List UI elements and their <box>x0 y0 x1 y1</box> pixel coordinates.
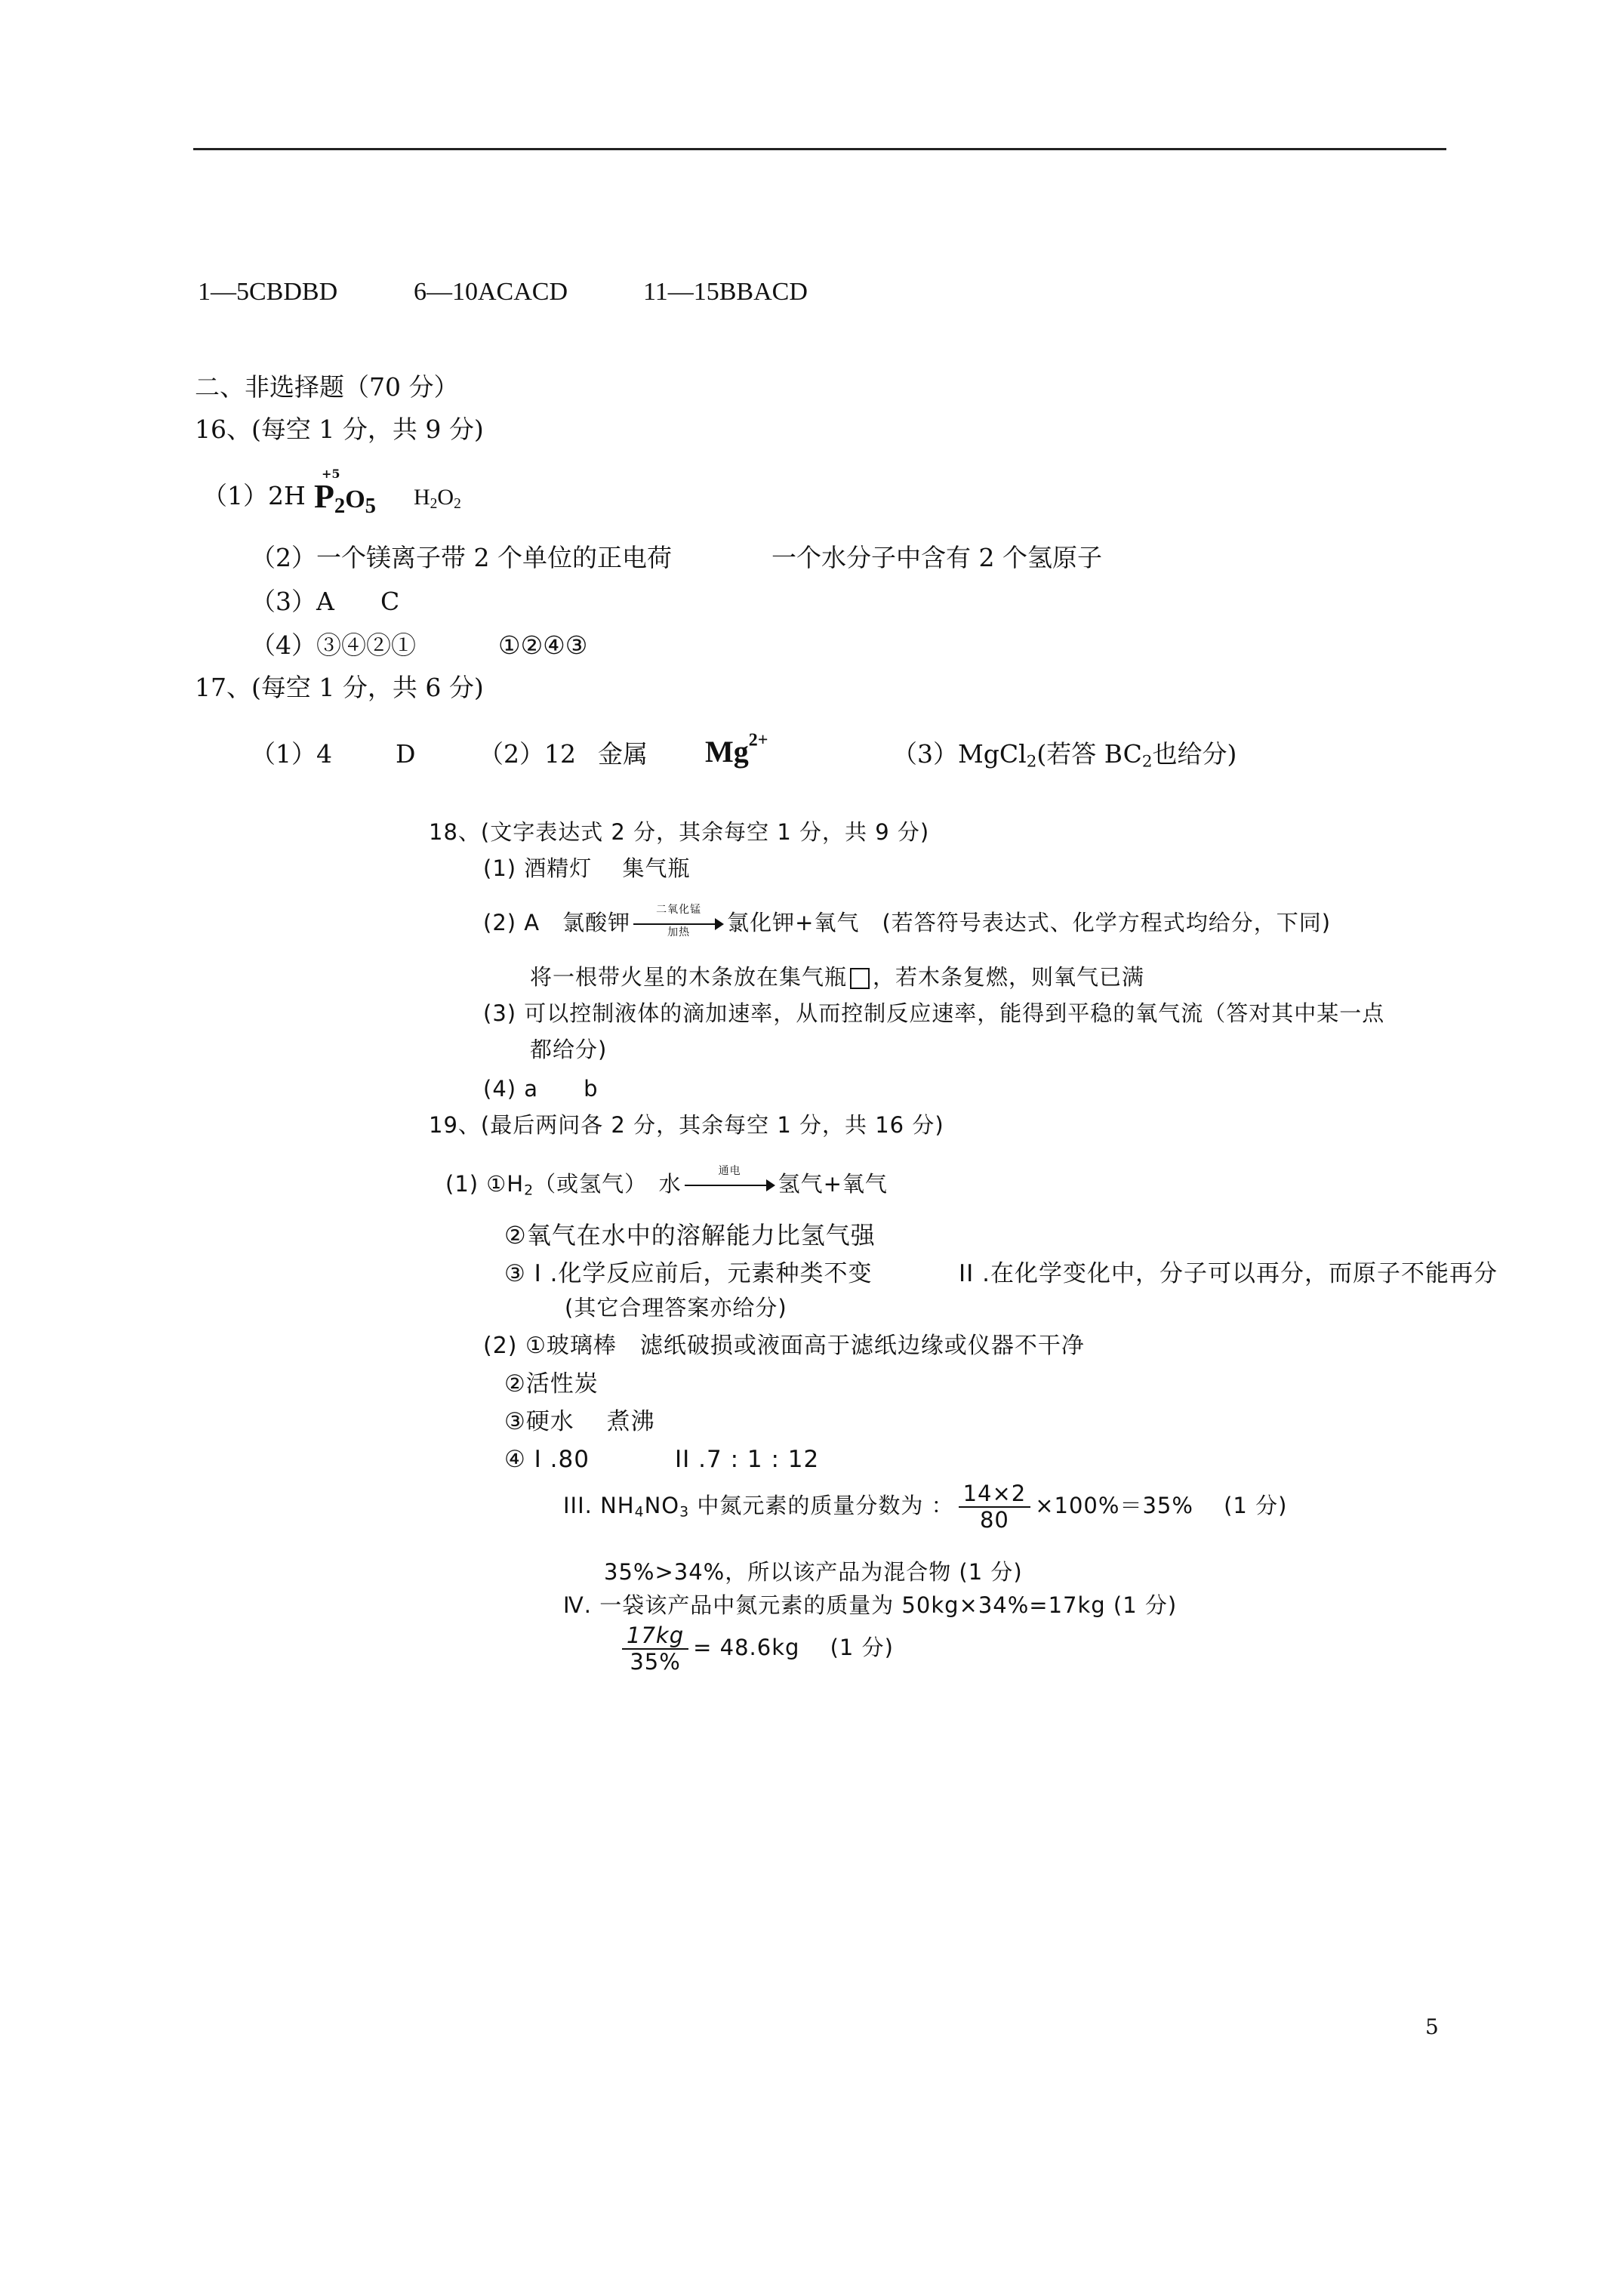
h2o2-H-sub: 2 <box>430 495 438 512</box>
q19-l1-sub: 2 <box>524 1182 534 1199</box>
q19-l6: ②活性炭 <box>504 1370 599 1398</box>
h2o2-formula <box>414 485 461 512</box>
p2o5-charge: +5 <box>322 467 340 481</box>
q18-l5: 都给分) <box>530 1037 608 1062</box>
arrow-condition-label: 加热 <box>667 926 691 938</box>
q17-p3-sub2: 2 <box>1141 752 1153 772</box>
q19-l11: Ⅳ. 一袋该产品中氮元素的质量为 50kg×34%=17kg (1 分) <box>563 1592 1178 1618</box>
q18-l6: (4) a b <box>483 1076 599 1102</box>
mc-answer-1-5: 1—5CBDBD <box>198 278 338 306</box>
q19-l8a: ④ I .80 <box>504 1446 590 1473</box>
q16-line1-prefix: （1）2H <box>202 481 306 510</box>
nitrogen-fraction <box>959 1481 1031 1533</box>
q16-line2b: 一个水分子中含有 2 个氢原子 <box>771 543 1102 572</box>
q19-l12-post: = 48.6kg (1 分) <box>693 1635 894 1660</box>
q18-l3-pre: 将一根带火星的木条放在集气瓶 <box>530 964 848 990</box>
q17-p3-mid: (若答 BC <box>1036 739 1142 769</box>
q16-line3b: C <box>380 587 400 616</box>
q19-l10: 35%>34%，所以该产品为混合物 (1 分) <box>604 1559 1023 1585</box>
q19-l1-post: 氢气+氧气 <box>778 1171 888 1197</box>
p2o5-formula <box>314 478 376 519</box>
q17-p3-sub: 2 <box>1026 752 1037 772</box>
q18-l3 <box>530 966 1144 989</box>
p2o5-O-sub: 5 <box>365 495 376 519</box>
mg-symbol: Mg <box>705 735 749 769</box>
q17-p2b: 金属 <box>598 739 648 769</box>
q16-header: 16、(每空 1 分，共 9 分) <box>195 415 484 444</box>
q19-l8b: II .7 : 1 : 12 <box>675 1446 820 1473</box>
q18-l2-post: 氯化钾+氧气 (若答符号表达式、化学方程式均给分，下同) <box>727 910 1332 935</box>
q19-l1-pre: (1) ①H <box>445 1171 525 1197</box>
q17-p2a: （2）12 <box>479 739 576 769</box>
q19-l9-mid2: 中氮元素的质量分数为 ： <box>689 1493 954 1518</box>
q19-l1-mid: （或氢气） 水 <box>534 1171 682 1197</box>
q18-l4: (3) 可以控制液体的滴加速率，从而控制反应速率，能得到平稳的氧气流（答对其中某一点 <box>483 1000 1385 1026</box>
q17-header: 17、(每空 1 分，共 6 分) <box>195 673 484 702</box>
electrolysis-arrow-icon <box>685 1165 775 1196</box>
q17-p1b: D <box>396 739 416 769</box>
h2o2-O-sub: 2 <box>454 495 461 512</box>
page-number: 5 <box>1425 2014 1439 2039</box>
q19-l5: (2) ①玻璃棒 滤纸破损或液面高于滤纸边缘或仪器不干净 <box>483 1333 1085 1359</box>
q16-line3a: （3）A <box>251 587 334 616</box>
q16-line4a: （4）③④②① <box>251 630 416 660</box>
q16-line1 <box>202 483 306 508</box>
p2o5-P: P <box>314 478 334 515</box>
q17-p1a: （1）4 <box>251 739 332 769</box>
mg-ion <box>705 730 768 769</box>
q19-l9 <box>563 1481 1287 1533</box>
q17-p3-prefix: （3）MgCl <box>892 739 1027 769</box>
q19-l4: (其它合理答案亦给分) <box>565 1295 787 1321</box>
section-heading: 二、非选择题（70 分） <box>195 372 459 402</box>
q18-l2-pre: (2) A 氯酸钾 <box>483 910 631 935</box>
q19-l9-mid1: NO <box>644 1493 680 1518</box>
mass-denominator: 35% <box>630 1649 681 1675</box>
q17-p3-end: 也给分) <box>1152 739 1237 769</box>
q18-l3-post: ，若木条复燃，则氧气已满 <box>873 964 1145 990</box>
fraction-denominator: 80 <box>979 1507 1009 1533</box>
q18-l1: (1) 酒精灯 集气瓶 <box>483 855 691 881</box>
q19-l3b: II .在化学变化中，分子可以再分，而原子不能再分 <box>959 1260 1498 1287</box>
header-rule <box>193 148 1446 150</box>
q19-l9-sub2: 3 <box>679 1504 690 1521</box>
q16-line4b: ①②④③ <box>498 630 588 660</box>
h2o2-H: H <box>414 485 430 510</box>
q17-p3 <box>892 739 1237 772</box>
q18-header: 18、(文字表达式 2 分，其余每空 1 分，共 9 分) <box>429 819 930 845</box>
mc-answer-11-15: 11—15BBACD <box>643 278 808 306</box>
q19-l9-pre: III. NH <box>563 1493 635 1518</box>
fraction-numerator: 14×2 <box>959 1481 1031 1508</box>
mass-numerator: 17kg <box>622 1623 688 1650</box>
box-glyph-icon <box>850 968 870 989</box>
h2o2-O: O <box>437 485 454 510</box>
arrow-electrolysis-label: 通电 <box>718 1165 741 1177</box>
q18-l2 <box>483 904 1332 938</box>
reaction-arrow-icon <box>633 904 724 938</box>
q19-l12 <box>617 1623 894 1675</box>
mc-answer-6-10: 6—10ACACD <box>414 278 568 306</box>
mg-charge: 2+ <box>748 730 768 750</box>
arrow-catalyst-label: 二氧化锰 <box>656 904 702 916</box>
mass-fraction <box>622 1623 688 1675</box>
q19-l9-sub1: 4 <box>634 1504 645 1521</box>
p2o5-O: O <box>345 485 365 513</box>
q19-l7: ③硬水 煮沸 <box>504 1408 655 1435</box>
q19-l9-post: ×100%＝35% (1 分) <box>1035 1493 1288 1518</box>
q19-l3a: ③ I .化学反应前后，元素种类不变 <box>504 1260 873 1287</box>
q19-header: 19、(最后两问各 2 分，其余每空 1 分，共 16 分) <box>429 1112 944 1138</box>
q16-line2a: （2）一个镁离子带 2 个单位的正电荷 <box>251 543 672 572</box>
q19-l1 <box>445 1165 888 1199</box>
p2o5-P-sub: 2 <box>334 495 346 519</box>
q19-l2: ②氧气在水中的溶解能力比氢气强 <box>504 1221 876 1250</box>
